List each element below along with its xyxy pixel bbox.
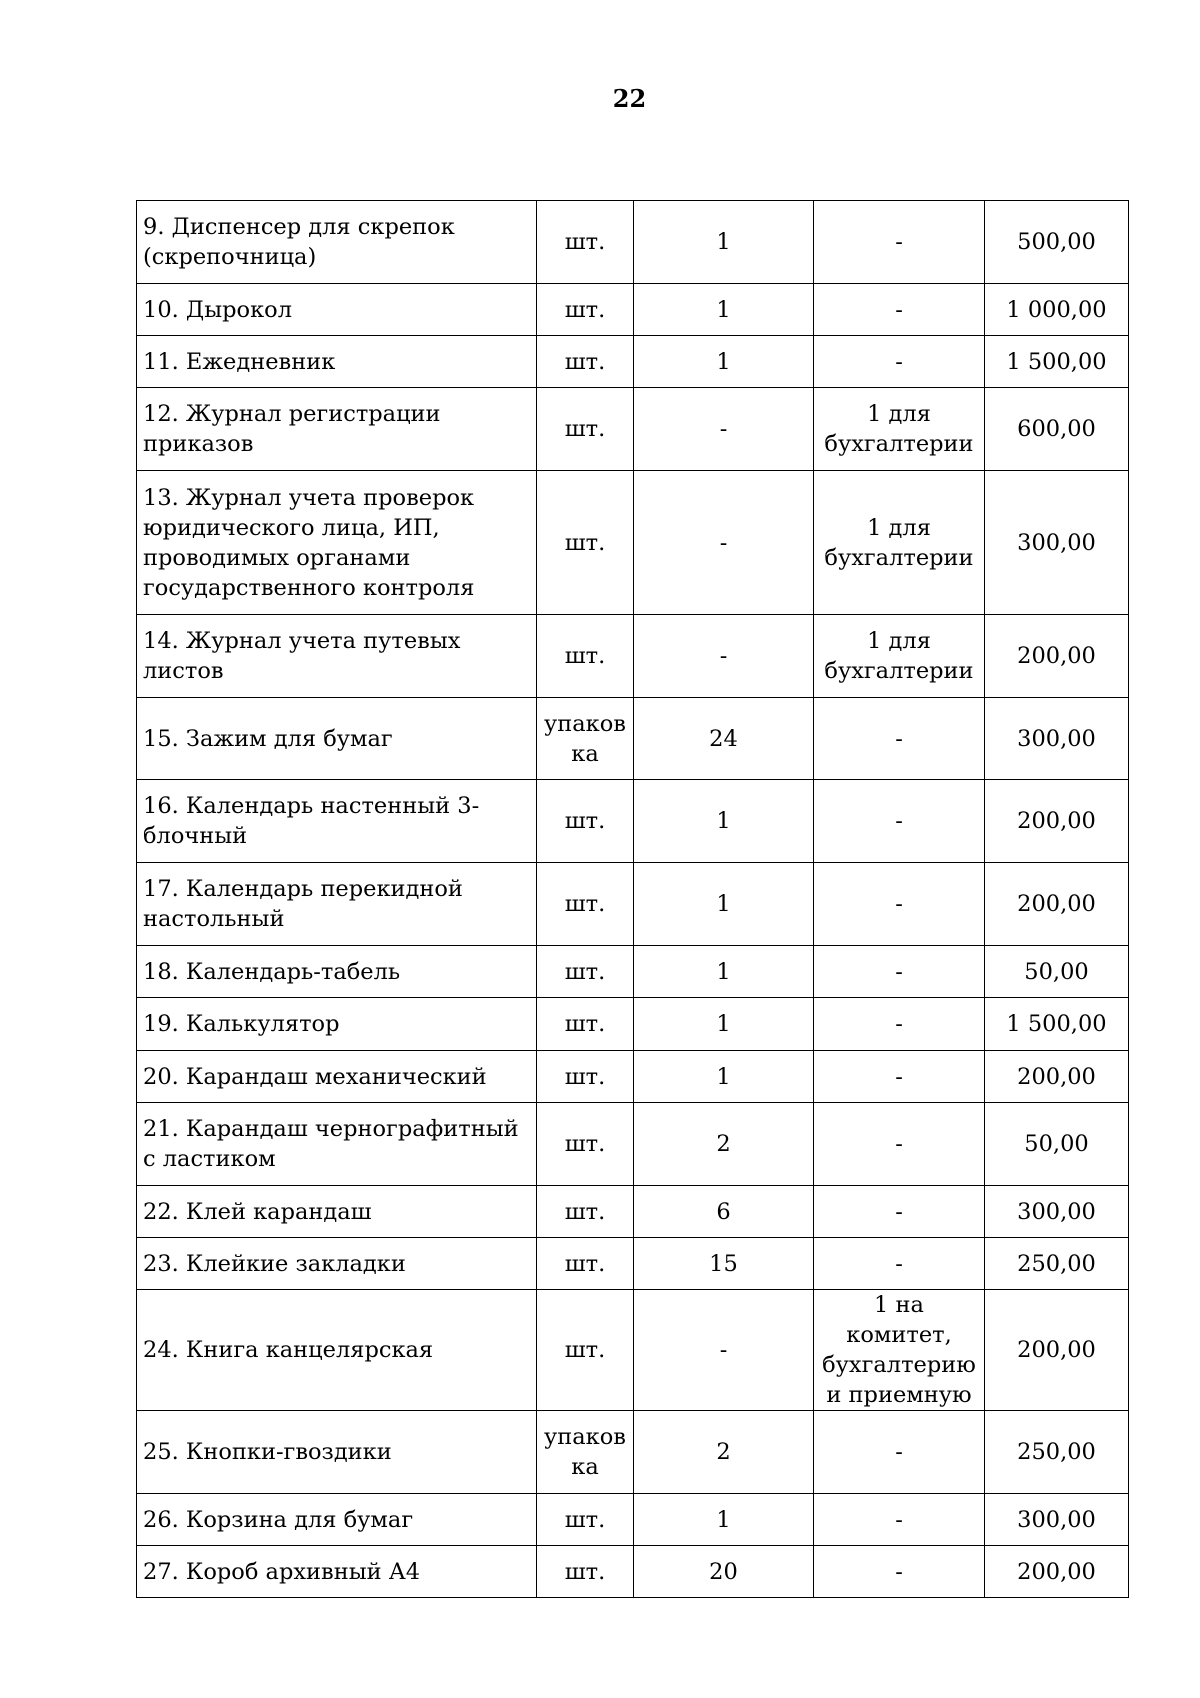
unit-cell: шт. [537,1546,634,1598]
item-name-cell: 25. Кнопки-гвоздики [137,1411,537,1494]
note-cell: - [814,1238,985,1290]
unit-cell: шт. [537,780,634,863]
quantity-cell: 24 [634,698,814,780]
table-row [137,780,1129,863]
item-name-cell: 9. Диспенсер для скрепок (скрепочница) [137,201,537,284]
note-cell: - [814,1186,985,1238]
price-cell: 300,00 [985,698,1129,780]
note-cell: - [814,1103,985,1186]
unit-cell: шт. [537,284,634,336]
note-cell: - [814,201,985,284]
table-row [137,1238,1129,1290]
table-row [137,1290,1129,1411]
note-cell: 1 для бухгалтерии [814,471,985,615]
note-cell: - [814,1411,985,1494]
unit-cell: шт. [537,471,634,615]
quantity-cell: 15 [634,1238,814,1290]
quantity-cell: - [634,471,814,615]
table-row [137,1103,1129,1186]
table-row [137,388,1129,471]
price-cell: 300,00 [985,1186,1129,1238]
price-cell: 50,00 [985,1103,1129,1186]
table-row [137,1411,1129,1494]
quantity-cell: 1 [634,1494,814,1546]
item-name-cell: 18. Календарь-табель [137,946,537,998]
quantity-cell: 1 [634,998,814,1051]
price-cell: 300,00 [985,471,1129,615]
unit-cell: шт. [537,1494,634,1546]
price-cell: 200,00 [985,863,1129,946]
price-cell: 1 500,00 [985,998,1129,1051]
supplies-table [136,200,1129,1598]
unit-cell: шт. [537,201,634,284]
price-cell: 300,00 [985,1494,1129,1546]
note-cell: 1 для бухгалтерии [814,388,985,471]
note-cell: - [814,1051,985,1103]
unit-cell: шт. [537,1051,634,1103]
note-cell: - [814,863,985,946]
item-name-cell: 15. Зажим для бумаг [137,698,537,780]
page-number: 22 [612,84,647,113]
price-cell: 500,00 [985,201,1129,284]
item-name-cell: 11. Ежедневник [137,336,537,388]
note-cell: - [814,336,985,388]
item-name-cell: 21. Карандаш чернографитный с ластиком [137,1103,537,1186]
quantity-cell: - [634,388,814,471]
item-name-cell: 12. Журнал регистрации приказов [137,388,537,471]
table-row [137,1546,1129,1598]
note-cell: - [814,698,985,780]
table-row [137,201,1129,284]
price-cell: 50,00 [985,946,1129,998]
quantity-cell: - [634,1290,814,1411]
note-cell: - [814,284,985,336]
unit-cell: шт. [537,1103,634,1186]
unit-cell: шт. [537,1186,634,1238]
unit-cell: шт. [537,336,634,388]
item-name-cell: 19. Калькулятор [137,998,537,1051]
unit-cell: шт. [537,1238,634,1290]
price-cell: 200,00 [985,780,1129,863]
table-row [137,471,1129,615]
table-row [137,698,1129,780]
quantity-cell: - [634,615,814,698]
quantity-cell: 1 [634,863,814,946]
item-name-cell: 16. Календарь настенный 3-блочный [137,780,537,863]
note-cell: - [814,1546,985,1598]
price-cell: 1 500,00 [985,336,1129,388]
item-name-cell: 20. Карандаш механический [137,1051,537,1103]
table-row [137,284,1129,336]
quantity-cell: 20 [634,1546,814,1598]
price-cell: 200,00 [985,1290,1129,1411]
price-cell: 200,00 [985,1051,1129,1103]
item-name-cell: 23. Клейкие закладки [137,1238,537,1290]
unit-cell: шт. [537,1290,634,1411]
quantity-cell: 1 [634,201,814,284]
item-name-cell: 10. Дырокол [137,284,537,336]
table-row [137,1186,1129,1238]
unit-cell: шт. [537,388,634,471]
item-name-cell: 26. Корзина для бумаг [137,1494,537,1546]
item-name-cell: 13. Журнал учета проверок юридического лица, ИП, проводимых органами государственного контроля [137,471,537,615]
supplies-table-body [137,201,1129,1598]
quantity-cell: 6 [634,1186,814,1238]
table-row [137,1051,1129,1103]
price-cell: 1 000,00 [985,284,1129,336]
note-cell: 1 на комитет, бухгалтерию и приемную [814,1290,985,1411]
note-cell: - [814,998,985,1051]
item-name-cell: 27. Короб архивный А4 [137,1546,537,1598]
note-cell: 1 для бухгалтерии [814,615,985,698]
price-cell: 600,00 [985,388,1129,471]
unit-cell: шт. [537,615,634,698]
unit-cell: шт. [537,998,634,1051]
item-name-cell: 22. Клей карандаш [137,1186,537,1238]
item-name-cell: 24. Книга канцелярская [137,1290,537,1411]
note-cell: - [814,946,985,998]
unit-cell: упаков ка [537,698,634,780]
price-cell: 250,00 [985,1238,1129,1290]
table-row [137,946,1129,998]
table-row [137,336,1129,388]
item-name-cell: 14. Журнал учета путевых листов [137,615,537,698]
table-row [137,1494,1129,1546]
price-cell: 200,00 [985,1546,1129,1598]
quantity-cell: 1 [634,336,814,388]
quantity-cell: 1 [634,1051,814,1103]
unit-cell: шт. [537,863,634,946]
table-row [137,615,1129,698]
unit-cell: упаков ка [537,1411,634,1494]
unit-cell: шт. [537,946,634,998]
note-cell: - [814,1494,985,1546]
note-cell: - [814,780,985,863]
quantity-cell: 1 [634,946,814,998]
quantity-cell: 2 [634,1411,814,1494]
quantity-cell: 1 [634,780,814,863]
quantity-cell: 1 [634,284,814,336]
table-row [137,863,1129,946]
item-name-cell: 17. Календарь перекидной настольный [137,863,537,946]
quantity-cell: 2 [634,1103,814,1186]
price-cell: 200,00 [985,615,1129,698]
price-cell: 250,00 [985,1411,1129,1494]
table-row [137,998,1129,1051]
